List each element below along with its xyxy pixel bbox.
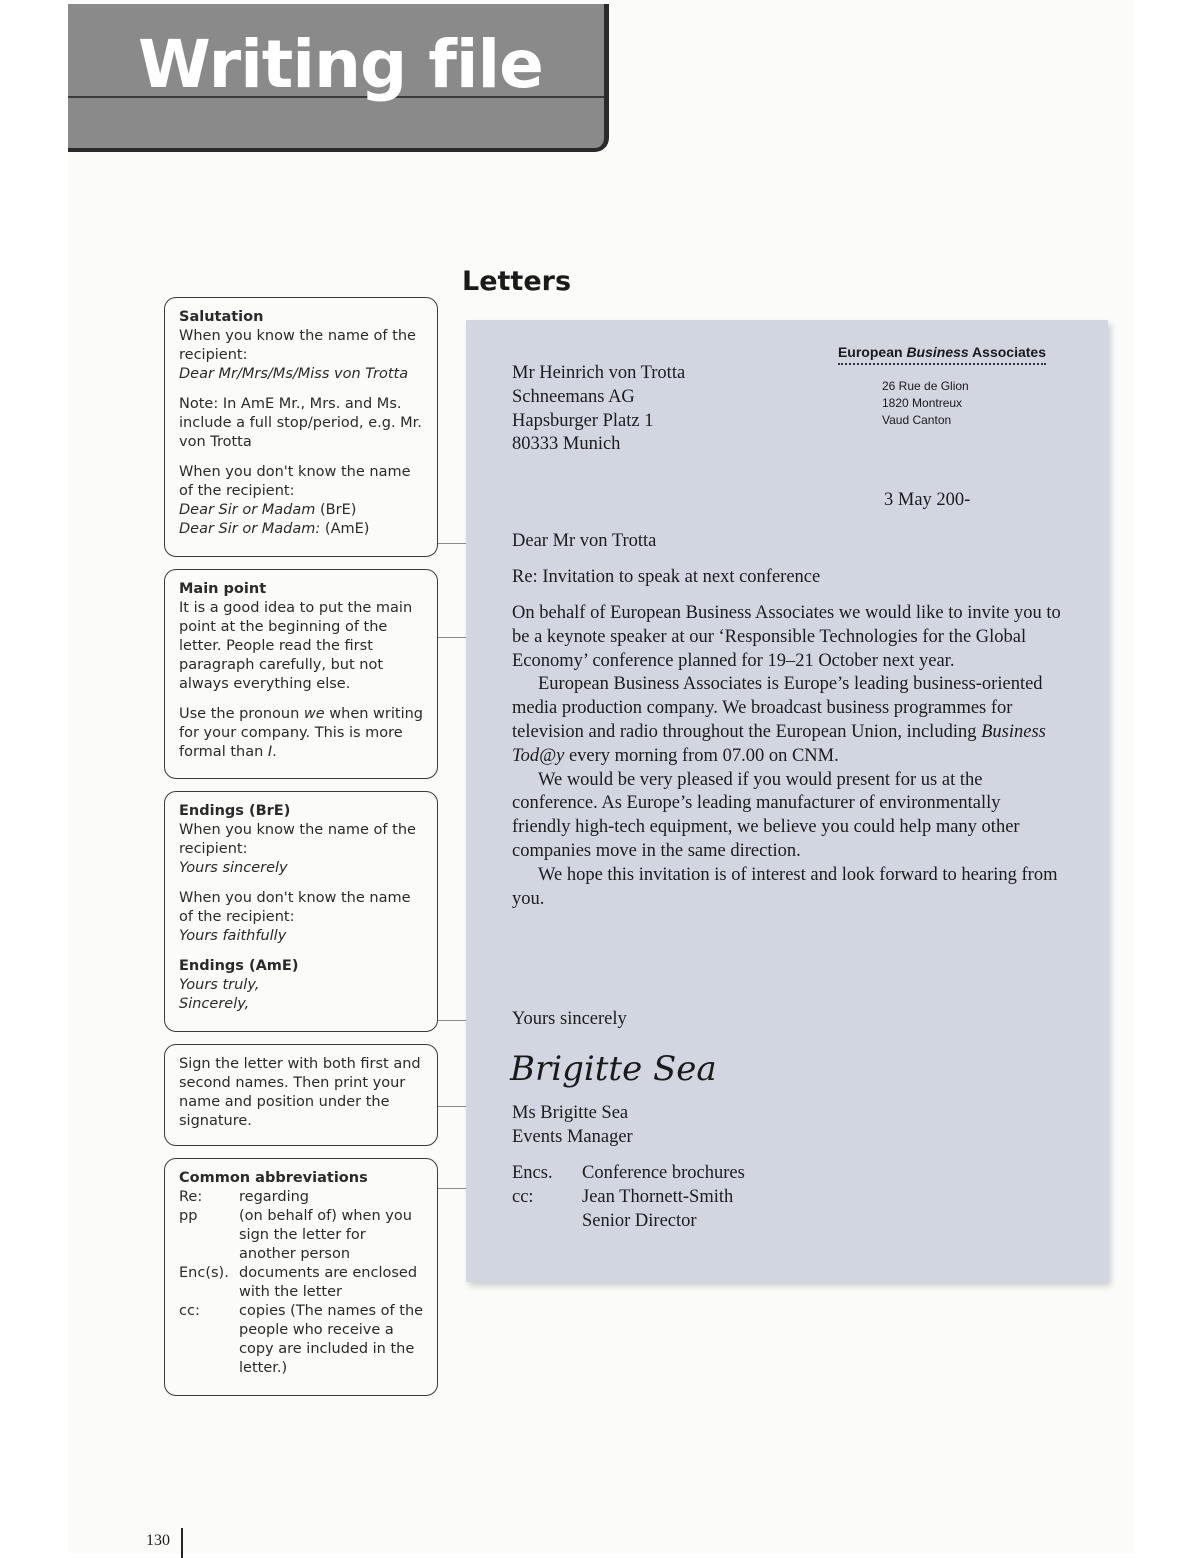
note-heading: Common abbreviations [179,1170,368,1186]
abbr-meaning: (on behalf of) when you sign the letter for another person [239,1208,412,1262]
company-name [838,344,1046,365]
note-tag: (AmE) [324,521,370,537]
letter-paragraph: We would be very pleased if you would present for us at the conference. As Europe’s leading manufacturer of environmentally friendly high-tech equipment, we believe you could help many other companies move in the same direction. [512,769,1020,861]
company-name-part: Business [906,344,969,360]
note-example: Dear Mr/Mrs/Ms/Miss von Trotta [179,366,409,382]
enclosure-value: Conference brochures [582,1163,745,1183]
address-line: Hapsburger Platz 1 [512,410,654,431]
letter-paragraph: On behalf of European Business Associates we would like to invite you to be a keynote speaker at our ‘Responsible Technologies for the Global Economy’ conference planned for 19–21 October next year. [512,603,1061,671]
note-text: It is a good idea to put the main point at the beginning of the letter. People read the first paragraph carefully, but not always everything else. [179,600,413,692]
sender-name: Ms Brigitte Sea [512,1103,629,1123]
address-line: 1820 Montreux [882,396,963,410]
note-emphasis: I [267,744,273,760]
abbr-term: Re: [179,1189,203,1205]
note-text: When you don't know the name of the recipient: [179,464,411,499]
note-text: . [272,744,277,760]
note-endings [164,791,438,1032]
note-example: Yours faithfully [179,928,287,944]
note-main-point [164,569,438,779]
abbr-meaning: copies (The names of the people who receive a copy are included in the letter.) [239,1303,424,1376]
cc-label: cc: [512,1186,534,1207]
letter-subject: Re: Invitation to speak at next conference [512,567,821,587]
letter-salutation: Dear Mr von Trotta [512,531,657,551]
paragraph-text: European Business Associates is Europe’s leading business-oriented media production company. We broadcast business programmes for television and radio throughout the European Union, including [512,674,1043,742]
address-line: 26 Rue de Glion [882,379,969,393]
address-line: Vaud Canton [882,413,952,427]
sender-block [512,1102,633,1150]
cc-title: Senior Director [582,1210,697,1231]
note-sign [164,1044,438,1146]
handwritten-signature [508,1042,738,1096]
note-heading: Endings (AmE) [179,958,299,974]
note-text: Note: In AmE Mr., Mrs. and Ms. include a full stop/period, e.g. Mr. von Trotta [179,396,422,450]
note-example: Yours truly, [179,977,260,993]
sample-letter [466,320,1108,1282]
section-title: Letters [462,266,572,297]
page-number-rule [181,1528,183,1558]
cc-name: Jean Thornett-Smith [582,1186,734,1207]
note-text: Sign the letter with both first and second names. Then print your name and position under the signature. [179,1056,421,1129]
company-address [882,378,969,429]
note-example: Dear Sir or Madam: [179,521,321,537]
note-example: Dear Sir or Madam [179,502,316,518]
page-number: 130 [146,1532,170,1549]
note-emphasis: we [303,706,325,722]
letter-paragraph: We hope this invitation is of interest and look forward to hearing from you. [512,864,1058,909]
writing-file-banner [68,4,609,152]
address-line: 80333 Munich [512,434,621,455]
abbr-meaning: documents are enclosed with the letter [239,1265,418,1300]
note-text: Use the pronoun [179,706,304,722]
letter-date: 3 May 200- [884,490,971,510]
letter-body [512,602,1062,911]
note-text: when writing for your company. This is more formal than [179,706,423,760]
note-text: When you know the name of the recipient: [179,822,416,857]
abbr-meaning: regarding [239,1189,309,1205]
recipient-address [512,362,685,457]
note-heading: Salutation [179,309,264,325]
note-abbreviations [164,1158,438,1396]
programme-title: Business Tod@y [512,721,1046,766]
sender-title: Events Manager [512,1126,633,1147]
letter-closing: Yours sincerely [512,1009,627,1029]
enclosures-block [512,1162,745,1233]
note-heading: Endings (BrE) [179,803,291,819]
enclosure-label: Encs. [512,1163,553,1183]
note-heading: Main point [179,581,267,597]
company-name-part: European [837,344,907,360]
abbr-term: cc: [179,1303,200,1319]
note-example: Yours sincerely [179,860,288,876]
note-salutation [164,297,438,557]
company-name-part: Associates [968,344,1046,360]
signature-text: Brigitte Sea [510,1049,717,1089]
paragraph-text: every morning from 07.00 on CNM. [564,745,839,766]
note-tag: (BrE) [320,502,357,518]
note-text: When you don't know the name of the recipient: [179,890,411,925]
abbreviation-list [179,1188,427,1378]
address-line: Mr Heinrich von Trotta [512,363,686,383]
abbr-term: pp [179,1208,198,1224]
address-line: Schneemans AG [512,386,635,407]
banner-title: Writing file [138,26,543,103]
abbr-term: Enc(s). [179,1265,229,1281]
note-text: When you know the name of the recipient: [179,328,416,363]
letter-paragraph [512,673,1062,768]
note-example: Sincerely, [179,996,250,1012]
